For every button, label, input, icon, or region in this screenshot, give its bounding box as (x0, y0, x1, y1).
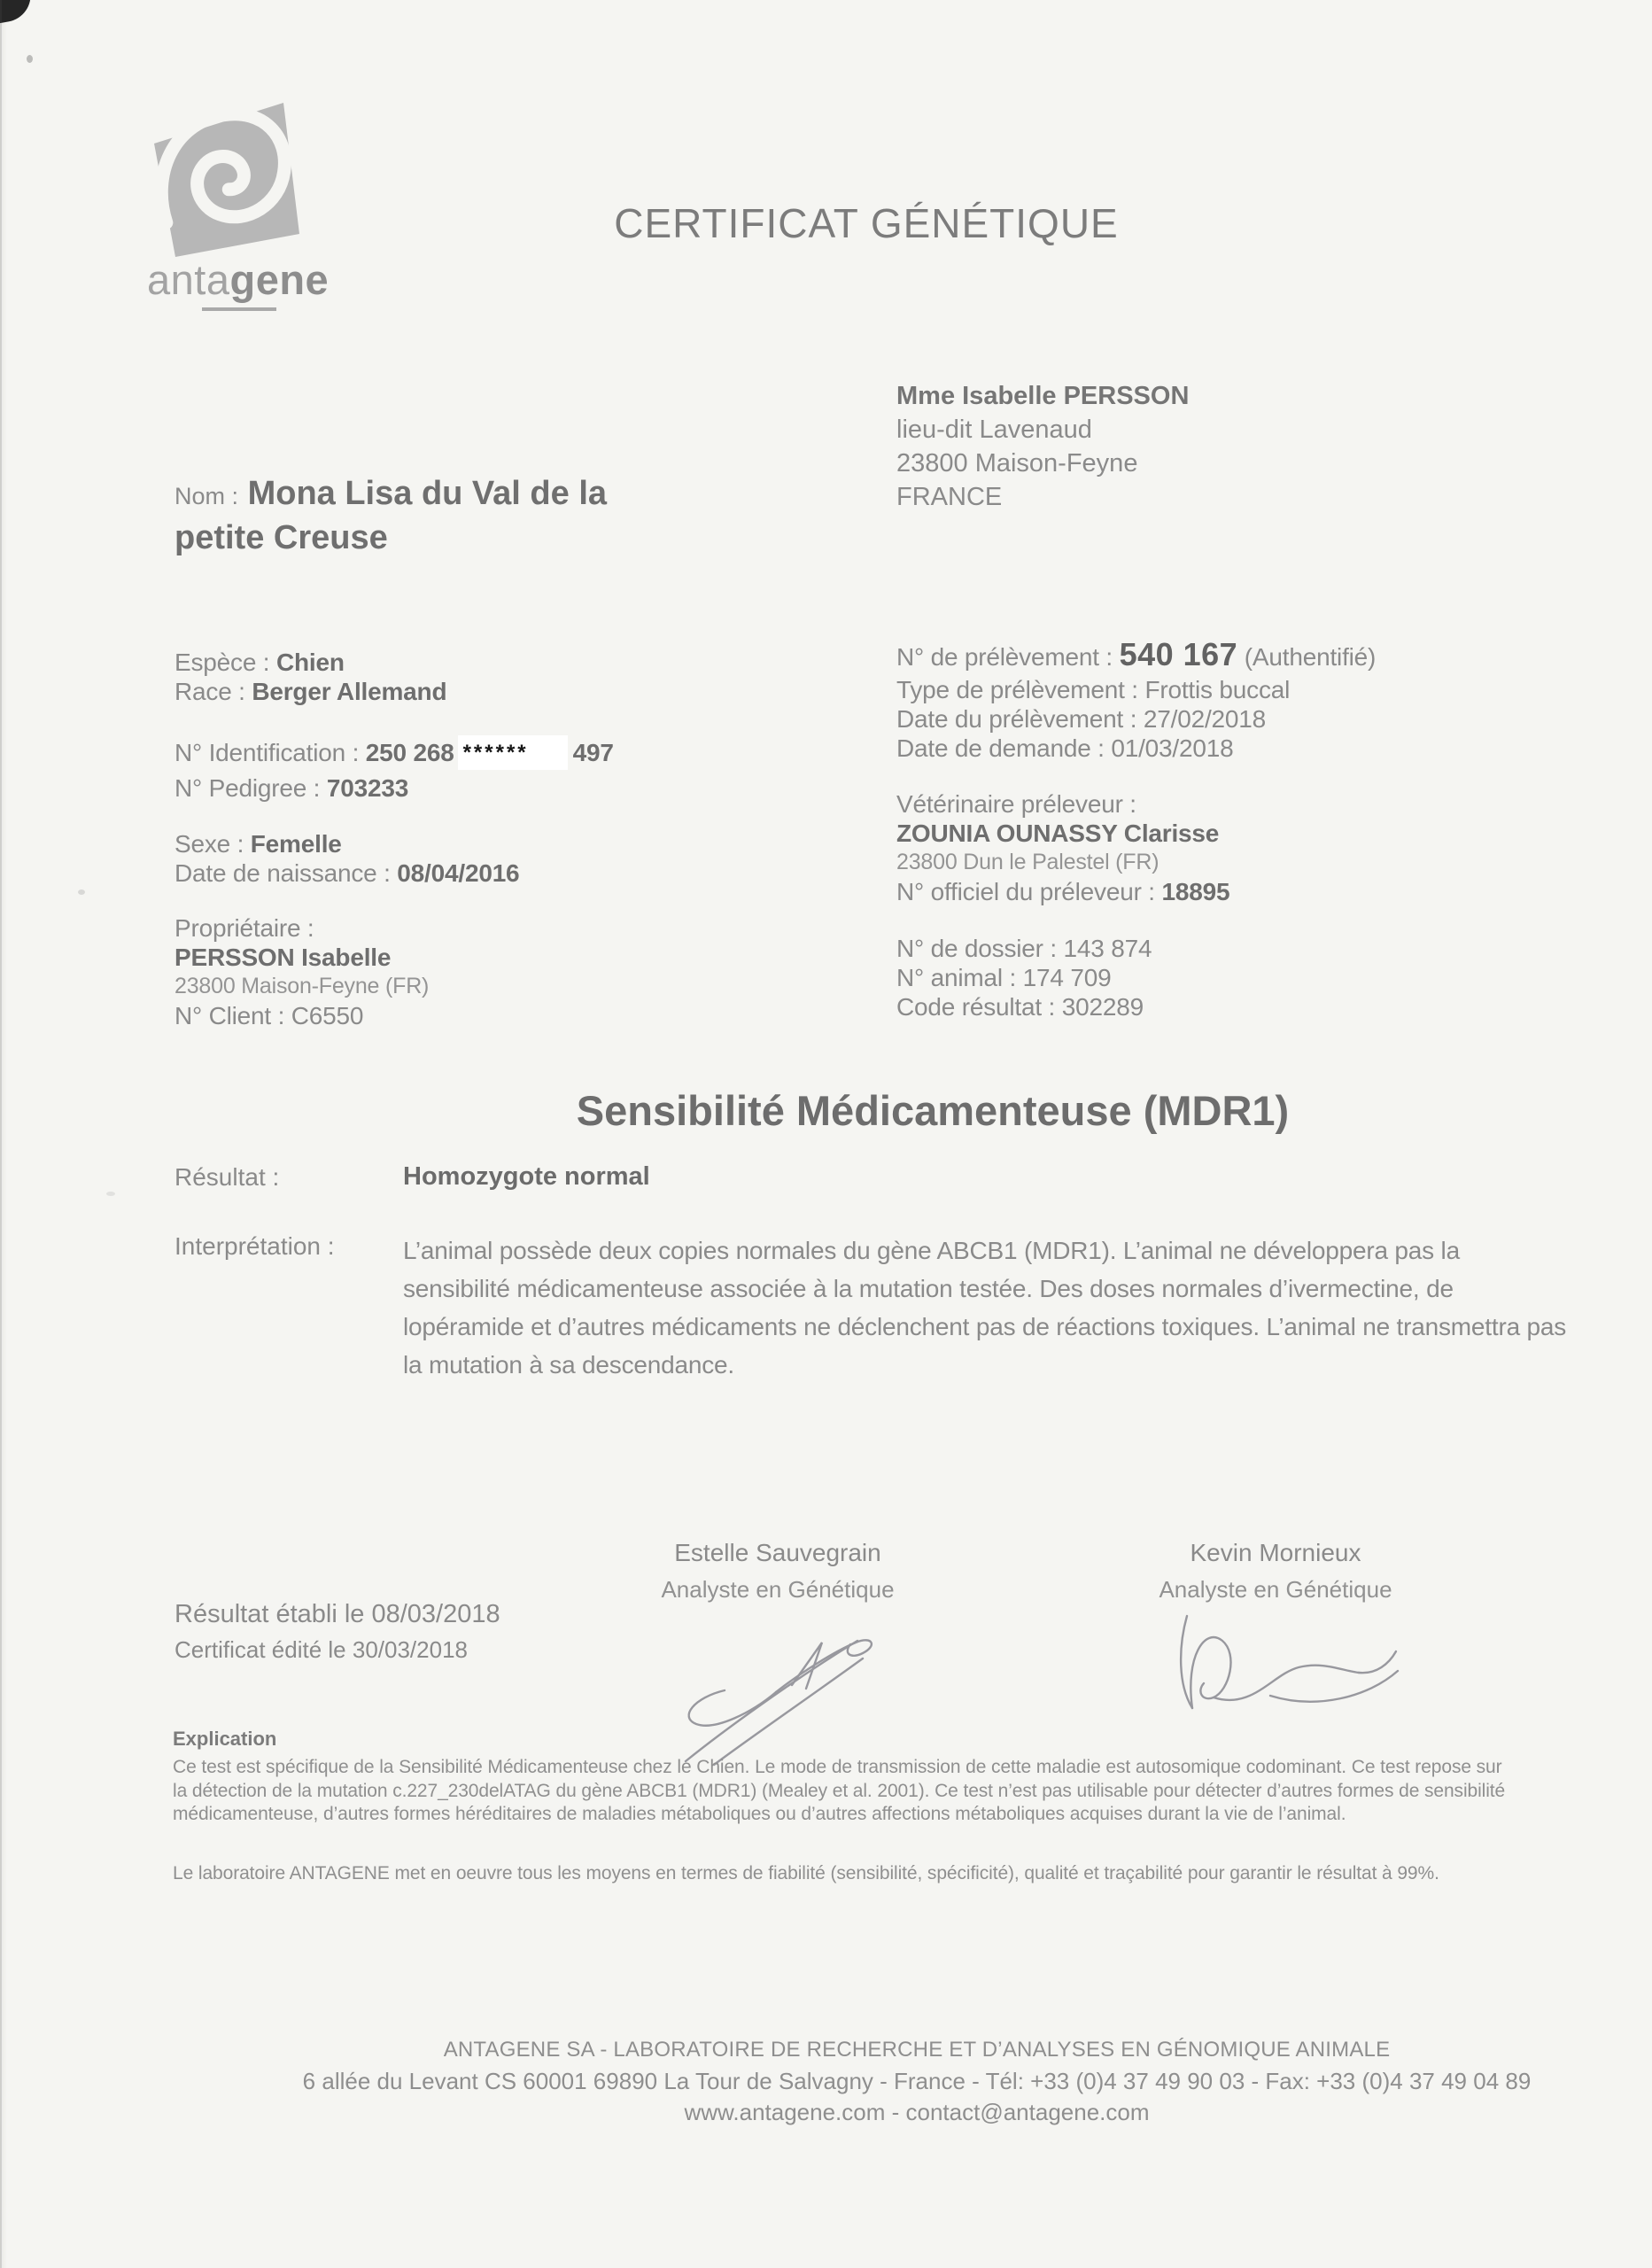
client-label: N° Client : (175, 1002, 285, 1029)
owner-name: PERSSON Isabelle (175, 944, 392, 971)
animal-name-block (175, 473, 671, 559)
footer-web-contact: www.antagene.com - contact@antagene.com (684, 2099, 1150, 2125)
animal-details-column (175, 648, 848, 1030)
recipient-name: Mme Isabelle PERSSON (896, 382, 1190, 410)
antagene-wordmark (147, 255, 329, 304)
vet-name: ZOUNIA OUNASSY Clarisse (896, 819, 1220, 847)
scan-speck (78, 889, 85, 895)
sample-type: Frottis buccal (1144, 676, 1291, 703)
birth-value: 08/04/2016 (397, 859, 520, 887)
owner-city-line: 23800 Maison-Feyne (FR) (175, 974, 430, 998)
species-label: Espèce : (175, 649, 270, 676)
sample-number-label: N° de prélèvement : (896, 643, 1113, 671)
footer-block (182, 2038, 1652, 2126)
recipient-address-block (896, 379, 1189, 514)
request-date-line (896, 734, 1623, 763)
signatory-kevin-block (1134, 1539, 1417, 1604)
explanation-heading: Explication (173, 1728, 277, 1750)
vet-official-label: N° officiel du préleveur : (896, 878, 1155, 905)
sample-date: 27/02/2018 (1143, 705, 1267, 733)
vet-city-line: 23800 Dun le Palestel (FR) (896, 850, 1160, 874)
vet-label: Vétérinaire préleveur : (896, 790, 1136, 818)
sample-details-column (896, 637, 1623, 1021)
client-number: C6550 (291, 1002, 364, 1029)
explanation-section (173, 1728, 1519, 1885)
breed-label: Race : (175, 678, 245, 705)
sample-date-line (896, 704, 1623, 734)
vet-label-line (896, 789, 1623, 819)
identification-masked: ****** (458, 735, 568, 770)
interpretation-text: L’animal possède deux copies normales du gène ABCB1 (MDR1). L’animal ne développera pas la sensibilité médicamenteuse associée à la mutation testée. Des doses normales d’ivermectine, de lopéramide et d’autres médicaments ne déclenchent pas de réactions toxiques. L’animal ne transmettra pas la mutation à sa descendance. (403, 1237, 1567, 1379)
vet-official-line (896, 877, 1623, 906)
scan-corner-artifact (0, 0, 35, 25)
vet-official-number: 18895 (1161, 878, 1230, 905)
animal-name: Mona Lisa du Val de la petite Creuse (175, 475, 608, 556)
scan-speck (106, 1192, 115, 1196)
wordmark-gene: gene (229, 256, 330, 303)
signatory-name: Kevin Mornieux (1190, 1539, 1361, 1566)
recipient-address: lieu-dit Lavenaud (896, 416, 1092, 444)
explanation-paragraph-1: Ce test est spécifique de la Sensibilité Médicamenteuse chez le Chien. Le mode de transmission de cette maladie est autosomique codominant. Ce test repose sur la détection de la mutation c.227_230delATAG du gène ABCB1 (MDR1) (Mealey et al. 2001). Ce test n’est pas utilisable pour détecter d’autres formes de sensibilité médicamenteuse, d’autres formes héréditaires de maladies métaboliques ou d’autres affections métaboliques acquises durant la vie de l’animal. (173, 1757, 1506, 1824)
test-title: Sensibilité Médicamenteuse (MDR1) (576, 1087, 1290, 1134)
footer-lab-name: ANTAGENE SA - LABORATOIRE DE RECHERCHE ET D’ANALYSES EN GÉNOMIQUE ANIMALE (443, 2038, 1391, 2062)
client-line (175, 1001, 848, 1030)
interpretation-label: Interprétation : (175, 1232, 335, 1260)
certificate-issued-date: Certificat édité le 30/03/2018 (175, 1636, 468, 1663)
result-value: Homozygote normal (403, 1162, 650, 1191)
scan-speck (27, 55, 33, 63)
sex-value: Femelle (250, 830, 342, 858)
signatory-role: Analyste en Génétique (661, 1576, 895, 1603)
sample-number: 540 167 (1119, 636, 1238, 672)
signatory-role: Analyste en Génétique (1159, 1576, 1392, 1603)
species-value: Chien (275, 649, 345, 676)
vet-name-line (896, 819, 1623, 848)
signatory-estelle-block (636, 1539, 919, 1604)
dossier-label: N° de dossier : (896, 935, 1057, 962)
animal-number-label: N° animal : (896, 964, 1017, 991)
result-code-label: Code résultat : (896, 993, 1056, 1021)
dossier-number: 143 874 (1063, 935, 1152, 962)
sample-number-line (896, 637, 1623, 675)
scan-edge-line (0, 0, 2, 2268)
footer-address-phone: 6 allée du Levant CS 60001 69890 La Tour de Salvagny - France - Tél: +33 (0)4 37 49 90 03 - Fax: +33 (0)4 37 49 04 89 (302, 2068, 1532, 2094)
request-date: 01/03/2018 (1111, 734, 1234, 762)
pedigree-label: N° Pedigree : (175, 774, 321, 802)
sample-date-label: Date du prélèvement : (896, 705, 1137, 733)
sample-type-label: Type de prélèvement : (896, 676, 1138, 703)
sex-line (175, 829, 848, 858)
result-established-date: Résultat établi le 08/03/2018 (175, 1600, 500, 1628)
dossier-line (896, 934, 1623, 963)
identification-suffix: 497 (572, 738, 614, 766)
breed-line (175, 677, 848, 706)
birth-label: Date de naissance : (175, 859, 391, 887)
wordmark-anta: anta (147, 256, 230, 303)
owner-name-line (175, 943, 848, 972)
animal-name-label: Nom : (175, 483, 239, 509)
sex-label: Sexe : (175, 830, 244, 858)
animal-number-line (896, 963, 1623, 992)
identification-line (175, 735, 848, 773)
sample-type-line (896, 675, 1623, 704)
request-date-label: Date de demande : (896, 734, 1105, 762)
owner-label-line (175, 913, 848, 943)
signature-kevin-icon (1166, 1598, 1400, 1736)
animal-number: 174 709 (1022, 964, 1112, 991)
explanation-paragraph-2: Le laboratoire ANTAGENE met en oeuvre tous les moyens en termes de fiabilité (sensibilité, spécificité), qualité et traçabilité pour garantir le résultat à 99%. (173, 1862, 1439, 1884)
identification-prefix: 250 268 (365, 738, 454, 766)
pedigree-value: 703233 (326, 774, 409, 802)
owner-label: Propriétaire : (175, 914, 314, 942)
sample-authenticated: (Authentifié) (1244, 643, 1377, 671)
result-label: Résultat : (175, 1163, 280, 1191)
signatory-name: Estelle Sauvegrain (674, 1539, 881, 1566)
species-line (175, 648, 848, 677)
breed-value: Berger Allemand (252, 678, 447, 705)
recipient-country: FRANCE (896, 483, 1003, 511)
result-code: 302289 (1061, 993, 1144, 1021)
wordmark-underline (202, 307, 276, 311)
recipient-city: 23800 Maison-Feyne (896, 449, 1138, 478)
certificate-title: CERTIFICAT GÉNÉTIQUE (614, 200, 1119, 246)
pedigree-line (175, 773, 848, 803)
identification-label: N° Identification : (175, 738, 360, 766)
birth-line (175, 858, 848, 888)
result-code-line (896, 992, 1623, 1021)
